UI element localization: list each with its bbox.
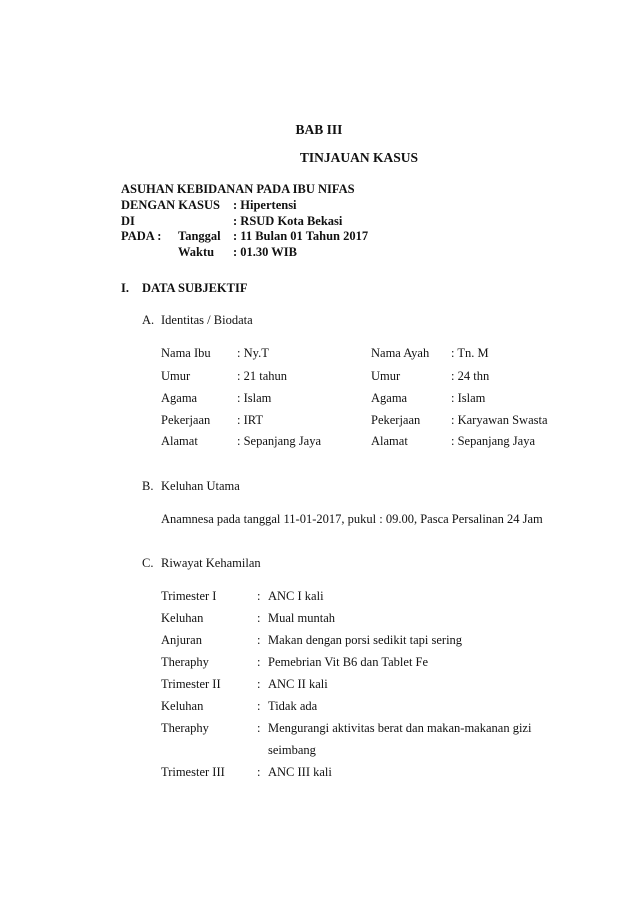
biodata-value: : Islam [451, 391, 486, 405]
biodata-label: Nama Ibu [161, 346, 211, 360]
complaint-text: Anamnesa pada tanggal 11-01-2017, pukul : 09.00, Pasca Persalinan 24 Jam [161, 512, 543, 526]
page-title: TINJAUAN KASUS [299, 150, 419, 165]
case-label-di: DI [121, 214, 135, 228]
biodata-value: : Tn. M [451, 346, 489, 360]
case-sub-waktu: Waktu [178, 245, 215, 259]
sub-c-title: Riwayat Kehamilan [161, 556, 261, 570]
biodata-value: : Sepanjang Jaya [237, 434, 322, 448]
biodata-label: Alamat [161, 434, 198, 448]
history-value: Mual muntah [268, 611, 336, 625]
biodata-label: Agama [371, 391, 408, 405]
history-value-continued: seimbang [268, 743, 316, 757]
case-value-di: : RSUD Kota Bekasi [233, 214, 343, 228]
history-value: Mengurangi aktivitas berat dan makan-makanan gizi [268, 721, 532, 735]
history-value: Makan dengan porsi sedikit tapi sering [268, 633, 463, 647]
history-colon: : [257, 677, 261, 691]
sub-b-letter: B. [142, 479, 154, 493]
biodata-value: : 21 tahun [237, 369, 287, 383]
history-label: Anjuran [161, 633, 202, 647]
history-label: Keluhan [161, 699, 204, 713]
history-colon: : [257, 611, 261, 625]
history-value: Tidak ada [268, 699, 318, 713]
case-value-waktu: : 01.30 WIB [233, 245, 298, 259]
chapter-number: BAB III [295, 122, 343, 137]
biodata-value: : IRT [237, 413, 263, 427]
sub-a-letter: A. [142, 313, 155, 327]
history-colon: : [257, 721, 261, 735]
biodata-label: Umur [371, 369, 401, 383]
history-value: ANC I kali [268, 589, 324, 603]
biodata-label: Pekerjaan [371, 413, 421, 427]
history-colon: : [257, 699, 261, 713]
case-heading: ASUHAN KEBIDANAN PADA IBU NIFAS [121, 182, 355, 196]
history-value: ANC II kali [268, 677, 328, 691]
history-label: Trimester II [161, 677, 221, 691]
history-label: Trimester I [161, 589, 217, 603]
sub-b-title: Keluhan Utama [161, 479, 240, 493]
sub-a-title: Identitas / Biodata [161, 313, 253, 327]
history-colon: : [257, 765, 261, 779]
sub-c-letter: C. [142, 556, 154, 570]
history-label: Trimester III [161, 765, 225, 779]
biodata-value: : Islam [237, 391, 272, 405]
biodata-label: Alamat [371, 434, 408, 448]
biodata-label: Pekerjaan [161, 413, 211, 427]
biodata-label: Nama Ayah [371, 346, 430, 360]
case-label-pada: PADA : [121, 229, 162, 243]
history-label: Keluhan [161, 611, 204, 625]
history-value: Pemebrian Vit B6 dan Tablet Fe [268, 655, 429, 669]
biodata-label: Agama [161, 391, 198, 405]
case-value-tanggal: : 11 Bulan 01 Tahun 2017 [233, 229, 369, 243]
section-title: DATA SUBJEKTIF [142, 281, 248, 295]
history-label: Theraphy [161, 655, 209, 669]
history-value: ANC III kali [268, 765, 332, 779]
biodata-value: : Karyawan Swasta [451, 413, 548, 427]
history-label: Theraphy [161, 721, 209, 735]
biodata-label: Umur [161, 369, 191, 383]
history-colon: : [257, 589, 261, 603]
section-number: I. [121, 281, 129, 295]
history-colon: : [257, 655, 261, 669]
history-colon: : [257, 633, 261, 647]
biodata-value: : Sepanjang Jaya [451, 434, 536, 448]
biodata-value: : 24 thn [451, 369, 490, 383]
case-value-kasus: : Hipertensi [233, 198, 297, 212]
case-sub-tanggal: Tanggal [178, 229, 221, 243]
case-label-kasus: DENGAN KASUS [121, 198, 220, 212]
biodata-value: : Ny.T [237, 346, 269, 360]
